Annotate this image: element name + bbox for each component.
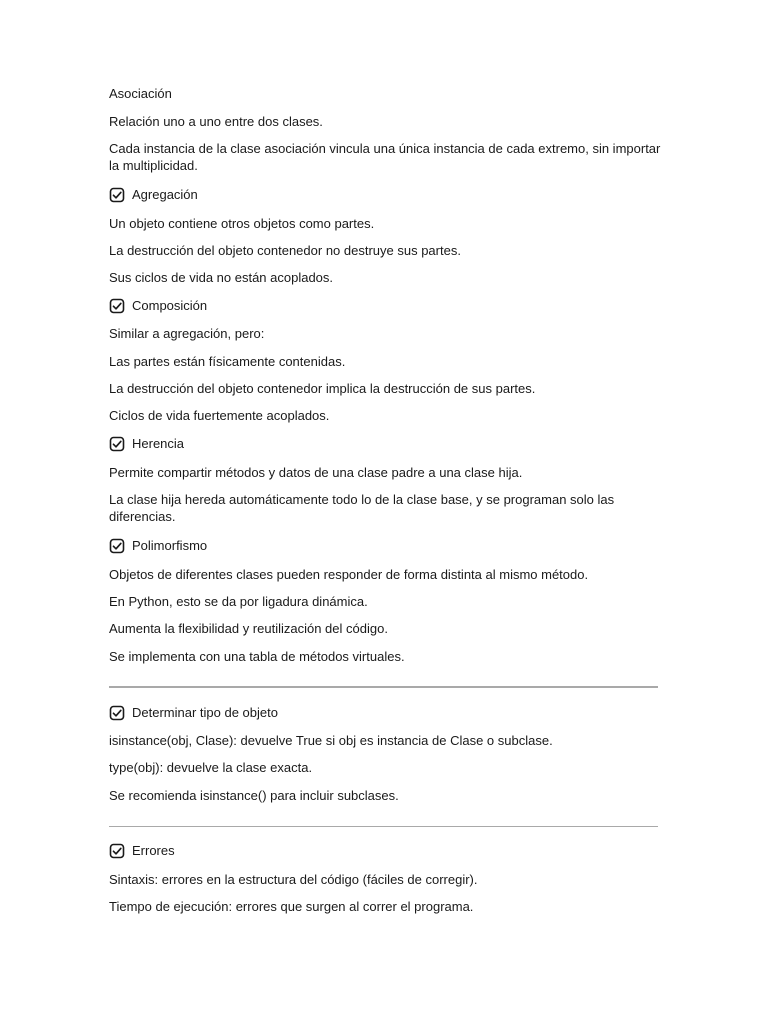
- paragraph: Se recomienda isinstance() para incluir subclases.: [109, 788, 399, 803]
- heading-label: Agregación: [132, 187, 198, 202]
- checkbox-checked-icon: [109, 436, 125, 452]
- paragraph: Sus ciclos de vida no están acoplados.: [109, 270, 334, 285]
- heading-label: Errores: [132, 843, 175, 858]
- section-heading-composicion: [109, 297, 669, 314]
- paragraph: Objetos de diferentes clases pueden responder de forma distinta al mismo método.: [109, 567, 589, 582]
- checkbox-checked-icon: [109, 187, 125, 203]
- paragraph: Ciclos de vida fuertemente acoplados.: [109, 408, 330, 423]
- paragraph: Relación uno a uno entre dos clases.: [109, 114, 323, 129]
- heading-label: Herencia: [132, 436, 185, 451]
- heading-label: Polimorfismo: [132, 538, 208, 553]
- paragraph: Aumenta la flexibilidad y reutilización del código.: [109, 621, 388, 636]
- paragraph: isinstance(obj, Clase): devuelve True si obj es instancia de Clase o subclase.: [109, 733, 553, 748]
- section-heading-herencia: [109, 435, 669, 452]
- paragraph: Se implementa con una tabla de métodos virtuales.: [109, 649, 405, 664]
- horizontal-divider: [109, 686, 658, 688]
- paragraph: Sintaxis: errores en la estructura del código (fáciles de corregir).: [109, 872, 478, 887]
- paragraph: En Python, esto se da por ligadura dinámica.: [109, 594, 368, 609]
- section-title-asociacion: Asociación: [109, 86, 172, 101]
- paragraph: Cada instancia de la clase asociación vincula una única instancia de cada extremo, sin importar la multiplicidad.: [109, 141, 661, 173]
- section-heading-errores: [109, 842, 669, 859]
- paragraph: La destrucción del objeto contenedor no destruye sus partes.: [109, 243, 461, 258]
- horizontal-divider: [109, 826, 658, 827]
- checkbox-checked-icon: [109, 705, 125, 721]
- checkbox-checked-icon: [109, 843, 125, 859]
- section-heading-polimorfismo: [109, 537, 669, 554]
- heading-label: Composición: [132, 298, 208, 313]
- section-heading-tipo-objeto: [109, 704, 669, 721]
- paragraph: La clase hija hereda automáticamente todo lo de la clase base, y se programan solo las diferencias.: [109, 492, 615, 524]
- paragraph: Similar a agregación, pero:: [109, 326, 265, 341]
- paragraph: type(obj): devuelve la clase exacta.: [109, 760, 313, 775]
- checkbox-checked-icon: [109, 538, 125, 554]
- paragraph: Tiempo de ejecución: errores que surgen al correr el programa.: [109, 899, 474, 914]
- paragraph: Un objeto contiene otros objetos como partes.: [109, 216, 375, 231]
- section-heading-agregacion: [109, 186, 669, 203]
- paragraph: La destrucción del objeto contenedor implica la destrucción de sus partes.: [109, 381, 536, 396]
- checkbox-checked-icon: [109, 298, 125, 314]
- heading-label: Determinar tipo de objeto: [132, 705, 278, 720]
- paragraph: Permite compartir métodos y datos de una clase padre a una clase hija.: [109, 465, 523, 480]
- paragraph: Las partes están físicamente contenidas.: [109, 354, 346, 369]
